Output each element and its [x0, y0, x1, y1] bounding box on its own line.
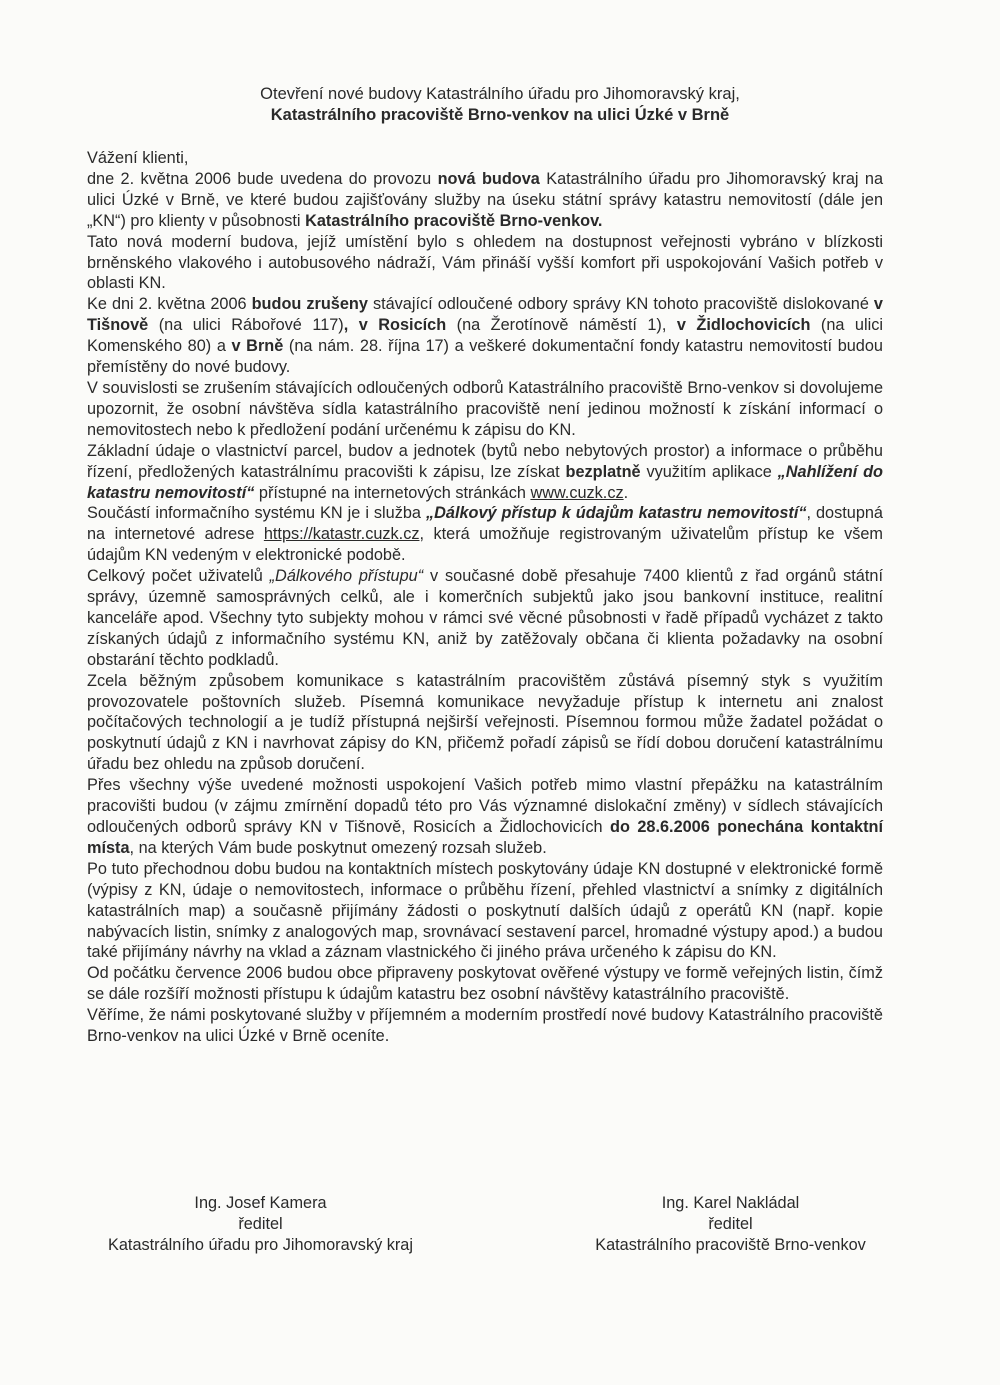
- text-run: (na nám. 28. října 17) a veškeré dokumentační fondy katastru nemovitostí budou přemístěny do nové budovy.: [87, 337, 883, 377]
- text-run: přístupné na internetových stránkách: [254, 483, 531, 502]
- letter-body: [87, 148, 883, 1047]
- paragraph-contact-points: [87, 775, 883, 859]
- emphasis-new-building: nová budova: [437, 169, 540, 188]
- text-run: .: [623, 483, 629, 502]
- paragraph-users: [87, 566, 883, 671]
- emphasis-cancelled: budou zrušeny: [251, 295, 368, 314]
- link-katastr[interactable]: https://katastr.cuzk.cz: [263, 525, 420, 544]
- text-run: (na Žerotínově náměstí 1),: [446, 316, 677, 335]
- letter-header: [0, 84, 1000, 126]
- text-run: dne 2. května 2006 bude uvedena do provozu: [87, 169, 438, 188]
- paragraph-remote-access: [87, 503, 883, 566]
- paragraph-opening: [87, 169, 883, 232]
- paragraph-closing: Věříme, že námi poskytované služby v příjemném a moderním prostředí nové budovy Katastrálního pracoviště Brno-venkov na ulici Úzké v Brně oceníte.: [87, 1006, 883, 1046]
- paragraph-notice: V souvislosti se zrušením stávajících odloučených odborů Katastrálního pracoviště Brno-venkov si dovolujeme upozornit, že osobní návštěva sídla katastrálního pracoviště není jedinou možností k získání informací o nemovitostech nebo k předložení podání určenému k zápisu do KN.: [87, 378, 883, 439]
- header-line-1: Otevření nové budovy Katastrálního úřadu pro Jihomoravský kraj,: [260, 85, 740, 103]
- emphasis-free: bezplatně: [565, 462, 641, 481]
- paragraph-online-access: [87, 441, 883, 504]
- text-run: Katastrálního úřadu pro Jihomoravský kraj na ulici Úzké v Brně, ve které budou zajišťovány služby na úseku státní správy katastru nemovitostí (dále jen „KN“) pro klienty v působnosti: [87, 169, 884, 230]
- emphasis-brno: v Brně: [231, 337, 284, 356]
- emphasis-contact-points: do 28.6.2006 ponechána kontaktní místa: [87, 818, 883, 857]
- link-cuzk[interactable]: www.cuzk.cz: [530, 483, 624, 502]
- signatory-organization: Katastrálního pracoviště Brno-venkov: [595, 1236, 866, 1254]
- paragraph-municipalities: Od počátku července 2006 budou obce připraveny poskytovat ověřené výstupy ve formě veřejných listin, čímž se dále rozšíří možnosti přístupu k údajům katastru bez osobní návštěvy katastrálního pracoviště.: [87, 964, 883, 1004]
- signature-block-director-office: [88, 1193, 433, 1256]
- text-run: (na ulici Komenského 80) a: [87, 316, 883, 356]
- service-name-remote-access: „Dálkový přístup k údajům katastru nemovitostí“: [425, 504, 807, 523]
- text-run: , která umožňuje registrovaným uživatelům přístup ke všem údajům KN vedeným v elektronické podobě.: [87, 525, 883, 565]
- paragraph-written-communication: Zcela běžným způsobem komunikace s katastrálním pracovištěm zůstává písemný styk s využitím provozovatele poštovních služeb. Písemná komunikace nevyžaduje přístup k internetu ani znalost počítačových technologií a je tudíž přístupná nejširší veřejnosti. Písemnou formou může žadatel požádat o poskytnutí údajů z KN i navrhovat zápisy do KN, přičemž pořadí zápisů se řídí dobou doručení katastrálnímu úřadu bez ohledu na způsob doručení.: [87, 671, 883, 774]
- emphasis-rosice: , v Rosicích: [343, 316, 447, 335]
- signatory-organization: Katastrálního úřadu pro Jihomoravský kraj: [108, 1236, 413, 1254]
- text-run: , dostupná na internetové adrese: [87, 504, 883, 544]
- text-run: v současné době přesahuje 7400 klientů z řad orgánů státní správy, územně samosprávných celků, ale i komerčních subjektů jako jsou bankovní instituce, realitní kanceláře apod. Všechny tyto subjekty mohou v rámci své věcné působnosti v řadě případů vycházet z takto získaných údajů z informačního systému KN, aniž by zatěžovaly občana či klienta požadavky na osobní obstarání těchto podkladů.: [87, 567, 883, 669]
- greeting: Vážení klienti,: [87, 149, 189, 167]
- text-run: stávající odloučené odbory správy KN tohoto pracoviště dislokované: [367, 295, 874, 314]
- signatory-name: Ing. Karel Nakládal: [661, 1194, 800, 1212]
- header-line-2: Katastrálního pracoviště Brno-venkov na ulici Úzké v Brně: [270, 106, 730, 124]
- text-run: Celkový počet uživatelů: [87, 567, 270, 586]
- text-run: Základní údaje o vlastnictví parcel, budov a jednotek (bytů nebo nebytových prostor) a informace o průběhu řízení, předložených katastrálnímu pracovišti k zápisu, lze získat: [87, 441, 883, 481]
- paragraph-closures: [87, 294, 883, 378]
- paragraph-transition-services: Po tuto přechodnou dobu budou na kontaktních místech poskytovány údaje KN dostupné v elektronické formě (výpisy z KN, údaje o nemovitostech, informace o průběhu řízení, přehled vlastnictví a snímky z digitálních katastrálních map) a současně přijímány žádosti o poskytnutí dalších údajů z operátů KN (např. kopie nabývacích listin, snímky z analogových map, srovnávací sestavení parcel, hromadné výstupy apod.) a budou také přijímány návrhy na vklad a záznam vlastnického či jiného práva určeného k zápisu do KN.: [87, 859, 883, 962]
- app-name-nahlizeni: „Nahlížení do katastru nemovitostí“: [87, 462, 883, 502]
- service-name-italic: „Dálkového přístupu“: [269, 567, 424, 586]
- text-run: , na kterých Vám bude poskytnut omezený rozsah služeb.: [129, 838, 547, 857]
- text-run: (na ulici Rábořové 117): [148, 316, 344, 335]
- signatory-title: ředitel: [238, 1215, 283, 1233]
- signatory-name: Ing. Josef Kamera: [194, 1194, 327, 1212]
- signature-block-director-workplace: [573, 1193, 888, 1256]
- text-run: využitím aplikace: [640, 462, 778, 481]
- emphasis-office-name: Katastrálního pracoviště Brno-venkov.: [305, 211, 603, 230]
- signatory-title: ředitel: [708, 1215, 753, 1233]
- text-run: Přes všechny výše uvedené možnosti uspokojení Vašich potřeb mimo vlastní přepážku na katastrálním pracovišti budou (v zájmu zmírnění dopadů této pro Vás významné dislokační změny) v sídlech stávajících odloučených odborů správy KN v Tišnově, Rosicích a Židlochovicích: [87, 776, 883, 836]
- text-run: Součástí informačního systému KN je i služba: [87, 504, 426, 523]
- paragraph-location: Tato nová moderní budova, jejíž umístění bylo s ohledem na dostupnost veřejnosti vybráno v blízkosti brněnského vlakového i autobusového nádraží, Vám přináší vyšší komfort při uspokojování Vašich potřeb v oblasti KN.: [87, 232, 883, 293]
- emphasis-tisnov: v Tišnově: [87, 295, 883, 335]
- text-run: Ke dni 2. května 2006: [87, 295, 252, 314]
- emphasis-zidlochovice: v Židlochovicích: [676, 316, 811, 335]
